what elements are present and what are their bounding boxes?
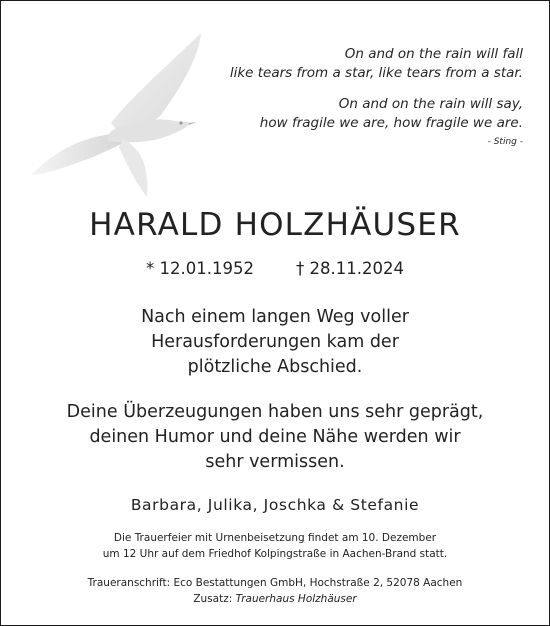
quote-line: how fragile we are, how fragile we are. [259, 115, 523, 131]
message-line: Nach einem langen Weg voller [141, 307, 409, 327]
death-date: † 28.11.2024 [296, 259, 404, 278]
quote-line: On and on the rain will say, [338, 96, 523, 112]
ceremony-info [1, 531, 549, 562]
tribute-message [1, 400, 549, 475]
addition-value: Trauerhaus Holzhäuser [235, 592, 357, 605]
ceremony-line: Die Trauerfeier mit Urnenbeisetzung findet am 10. Dezember [113, 532, 437, 544]
message-line: sehr vermissen. [205, 452, 345, 472]
message-line: Deine Überzeugungen haben uns sehr geprägt, [66, 402, 484, 422]
family-signature: Barbara, Julika, Joschka & Stefanie [130, 496, 420, 514]
farewell-message [1, 305, 549, 380]
deceased-name: HARALD HOLZHÄUSER [89, 207, 461, 243]
message-line: Herausforderungen kam der [151, 332, 399, 352]
quote-author: - Sting - [487, 137, 523, 147]
birth-date: * 12.01.1952 [146, 259, 254, 278]
quote-line: On and on the rain will fall [344, 46, 523, 62]
quote-stanza-1 [163, 45, 523, 83]
life-dates [1, 259, 549, 278]
quote-stanza-2 [163, 95, 523, 148]
message-line: deinen Humor und deine Nähe werden wir [89, 427, 461, 447]
address-addition [1, 592, 549, 608]
ceremony-line: um 12 Uhr auf dem Friedhof Kolpingstraße in Aachen-Brand statt. [102, 547, 448, 560]
addition-label: Zusatz: [193, 592, 233, 605]
message-line: plötzliche Abschied. [187, 357, 363, 377]
address-line: Traueranschrift: Eco Bestattungen GmbH, Hochstraße 2, 52078 Aachen [87, 577, 463, 589]
poem-quote [163, 45, 523, 148]
mourning-address [1, 576, 549, 607]
quote-line: like tears from a star, like tears from a star. [229, 65, 523, 81]
